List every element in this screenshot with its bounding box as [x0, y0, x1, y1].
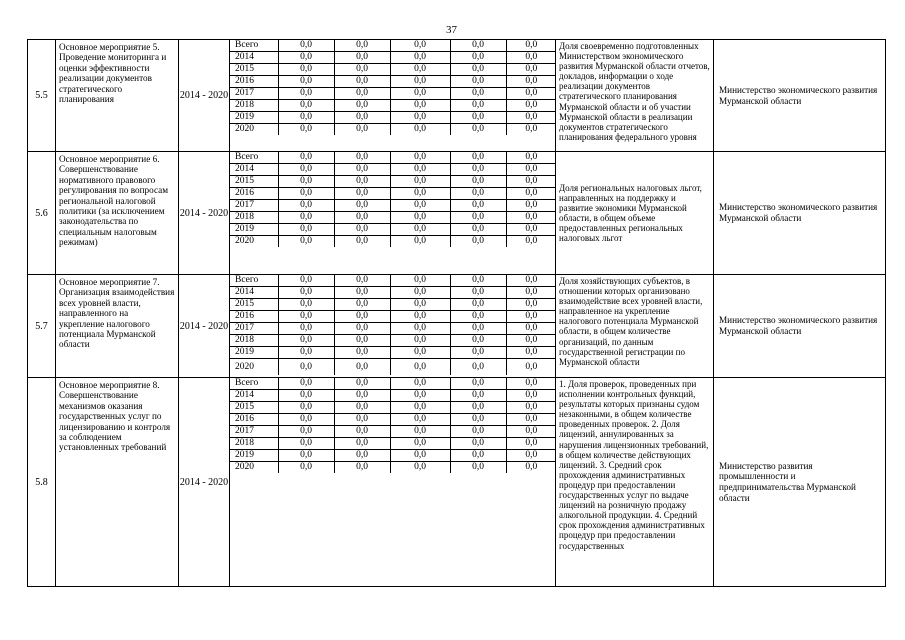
funding-value: 0,0: [334, 359, 390, 376]
funding-value: 0,0: [278, 124, 334, 136]
funding-value: 0,0: [506, 88, 556, 100]
funding-value: 0,0: [450, 40, 506, 52]
funding-value: 0,0: [390, 390, 450, 402]
funding-value: 0,0: [390, 224, 450, 236]
year-row: [230, 224, 556, 236]
year-label: 2020: [230, 124, 278, 136]
measure-row: [28, 275, 886, 378]
year-row: [230, 176, 556, 188]
funding-grid: [230, 275, 556, 378]
funding-value: 0,0: [450, 176, 506, 188]
funding-value: 0,0: [506, 76, 556, 88]
funding-value: 0,0: [334, 275, 390, 287]
year-row: [230, 311, 556, 323]
funding-value: 0,0: [506, 64, 556, 76]
year-row: [230, 359, 556, 376]
year-label: 2019: [230, 224, 278, 236]
funding-value: 0,0: [278, 236, 334, 248]
funding-value: 0,0: [506, 299, 556, 311]
funding-value: 0,0: [450, 287, 506, 299]
funding-value: 0,0: [506, 164, 556, 176]
funding-value: 0,0: [390, 52, 450, 64]
funding-value: 0,0: [278, 112, 334, 124]
measure-row: [28, 40, 886, 152]
funding-value: 0,0: [334, 402, 390, 414]
measure-number: 5.7: [28, 275, 56, 378]
funding-value: 0,0: [334, 212, 390, 224]
funding-value: 0,0: [278, 164, 334, 176]
responsible-executor: Министерство экономического развития Мурманской области: [714, 40, 886, 152]
funding-value: 0,0: [334, 40, 390, 52]
funding-value: 0,0: [278, 426, 334, 438]
funding-value: 0,0: [278, 200, 334, 212]
year-label: 2019: [230, 347, 278, 359]
funding-value: 0,0: [390, 40, 450, 52]
year-label: 2020: [230, 462, 278, 474]
funding-value: 0,0: [390, 76, 450, 88]
measure-period: 2014 - 2020: [179, 40, 230, 152]
year-label: 2015: [230, 402, 278, 414]
year-row: [230, 299, 556, 311]
funding-value: 0,0: [334, 450, 390, 462]
funding-grid: [230, 40, 556, 152]
result-indicator: Доля своевременно подготовленных Министерством экономического развития Мурманской области отчетов, докладов, информации о ходе реализации документов стратегического планирования Мурманской области и об участии Мурманской области в реализации документов стратегического планирования федерального уровня: [556, 40, 714, 152]
funding-value: 0,0: [334, 414, 390, 426]
year-row: [230, 188, 556, 200]
funding-value: 0,0: [390, 359, 450, 376]
funding-value: 0,0: [450, 438, 506, 450]
responsible-executor: Министерство развития промышленности и предпринимательства Мурманской области: [714, 378, 886, 587]
funding-value: 0,0: [450, 335, 506, 347]
funding-value: 0,0: [450, 76, 506, 88]
funding-value: 0,0: [278, 299, 334, 311]
funding-value: 0,0: [525, 124, 538, 134]
funding-value: 0,0: [334, 438, 390, 450]
funding-value: 0,0: [334, 52, 390, 64]
funding-value: 0,0: [334, 76, 390, 88]
year-row: [230, 124, 556, 136]
year-row: [230, 414, 556, 426]
funding-value: 0,0: [390, 438, 450, 450]
funding-value: 0,0: [334, 287, 390, 299]
funding-value: 0,0: [278, 275, 334, 287]
responsible-executor: Министерство экономического развития Мурманской области: [714, 275, 886, 378]
funding-value: 0,0: [334, 236, 390, 248]
funding-value: 0,0: [506, 438, 556, 450]
funding-value: 0,0: [506, 188, 556, 200]
year-label: 2017: [230, 323, 278, 335]
year-label: 2020: [230, 359, 278, 376]
funding-value: 0,0: [278, 359, 334, 376]
funding-value: 0,0: [278, 64, 334, 76]
year-row: [230, 200, 556, 212]
measure-name: Основное мероприятие 6. Совершенствование нормативного правового регулирования по вопросам региональной налоговой политики (за исключением законодательства по специальным налоговым режимам): [56, 152, 179, 275]
year-label: Всего: [230, 152, 278, 164]
funding-value: 0,0: [390, 287, 450, 299]
funding-value: 0,0: [506, 390, 556, 402]
year-label: 2014: [230, 52, 278, 64]
funding-value: 0,0: [390, 311, 450, 323]
year-row: [230, 152, 556, 164]
year-label: 2016: [230, 76, 278, 88]
funding-value: 0,0: [278, 212, 334, 224]
funding-value: 0,0: [278, 287, 334, 299]
funding-value: 0,0: [450, 100, 506, 112]
funding-value: 0,0: [506, 212, 556, 224]
funding-value: 0,0: [278, 438, 334, 450]
funding-value: 0,0: [390, 450, 450, 462]
funding-value: 0,0: [506, 414, 556, 426]
funding-value: 0,0: [506, 347, 556, 359]
funding-value: 0,0: [390, 124, 450, 136]
year-label: 2014: [230, 164, 278, 176]
funding-value: 0,0: [450, 124, 506, 136]
year-label: Всего: [230, 378, 278, 390]
funding-value: 0,0: [506, 402, 556, 414]
year-row: [230, 164, 556, 176]
funding-value: 0,0: [390, 335, 450, 347]
funding-value: 0,0: [450, 212, 506, 224]
funding-value: 0,0: [390, 299, 450, 311]
year-label: 2019: [230, 112, 278, 124]
funding-value: 0,0: [450, 224, 506, 236]
funding-grid: [230, 152, 556, 275]
funding-value: 0,0: [390, 164, 450, 176]
year-label: 2016: [230, 188, 278, 200]
funding-value: 0,0: [390, 200, 450, 212]
funding-value: 0,0: [278, 176, 334, 188]
funding-value: 0,0: [506, 52, 556, 64]
measure-row: [28, 152, 886, 275]
funding-value: 0,0: [278, 378, 334, 390]
funding-value: 0,0: [334, 152, 390, 164]
page-number: 37: [446, 24, 457, 36]
year-row: [230, 450, 556, 462]
funding-value: 0,0: [278, 52, 334, 64]
year-label: 2017: [230, 426, 278, 438]
funding-value: 0,0: [390, 275, 450, 287]
funding-value: 0,0: [334, 347, 390, 359]
year-label: 2017: [230, 200, 278, 212]
measure-number: 5.6: [28, 152, 56, 275]
funding-value: 0,0: [506, 335, 556, 347]
funding-value: 0,0: [278, 462, 334, 474]
year-label: 2015: [230, 299, 278, 311]
year-row: [230, 402, 556, 414]
funding-value: 0,0: [450, 378, 506, 390]
funding-value: 0,0: [450, 450, 506, 462]
funding-value: 0,0: [450, 323, 506, 335]
funding-value: 0,0: [334, 378, 390, 390]
year-row: [230, 52, 556, 64]
year-row: [230, 323, 556, 335]
funding-value: 0,0: [450, 462, 506, 474]
funding-value: 0,0: [450, 347, 506, 359]
funding-value: 0,0: [506, 176, 556, 188]
funding-value: 0,0: [334, 200, 390, 212]
funding-value: 0,0: [506, 152, 556, 164]
funding-value: 0,0: [390, 88, 450, 100]
year-label: 2017: [230, 88, 278, 100]
year-label: 2015: [230, 176, 278, 188]
funding-value: 0,0: [390, 212, 450, 224]
funding-value: 0,0: [334, 335, 390, 347]
funding-value: 0,0: [525, 462, 538, 472]
funding-value: 0,0: [390, 64, 450, 76]
funding-value: 0,0: [450, 275, 506, 287]
funding-value: 0,0: [450, 88, 506, 100]
funding-value: 0,0: [278, 450, 334, 462]
funding-value: 0,0: [334, 88, 390, 100]
funding-value: 0,0: [334, 462, 390, 474]
funding-value: 0,0: [278, 100, 334, 112]
year-row: [230, 438, 556, 450]
year-label: 2019: [230, 450, 278, 462]
funding-value: 0,0: [506, 200, 556, 212]
funding-value: 0,0: [334, 390, 390, 402]
funding-value: 0,0: [334, 176, 390, 188]
funding-value: 0,0: [450, 200, 506, 212]
funding-value: 0,0: [525, 362, 538, 372]
funding-value: 0,0: [390, 188, 450, 200]
funding-value: 0,0: [390, 347, 450, 359]
year-label: 2018: [230, 335, 278, 347]
year-label: 2020: [230, 236, 278, 248]
funding-value: 0,0: [390, 462, 450, 474]
year-label: Всего: [230, 275, 278, 287]
funding-value: 0,0: [278, 402, 334, 414]
funding-value: 0,0: [390, 112, 450, 124]
year-row: [230, 88, 556, 100]
funding-value: 0,0: [390, 402, 450, 414]
year-row: [230, 76, 556, 88]
funding-value: 0,0: [334, 188, 390, 200]
measure-number: 5.5: [28, 40, 56, 152]
funding-value: 0,0: [506, 426, 556, 438]
funding-value: 0,0: [390, 236, 450, 248]
year-row: [230, 287, 556, 299]
funding-value: 0,0: [506, 311, 556, 323]
funding-value: 0,0: [278, 88, 334, 100]
measure-name: Основное мероприятие 8. Совершенствование механизмов оказания государственных услуг по лицензированию и контроля за соблюдением установленных требований: [56, 378, 179, 587]
year-row: [230, 64, 556, 76]
funding-value: 0,0: [278, 188, 334, 200]
funding-value: 0,0: [506, 275, 556, 287]
year-label: 2015: [230, 64, 278, 76]
year-label: 2018: [230, 438, 278, 450]
funding-value: 0,0: [450, 311, 506, 323]
funding-value: 0,0: [450, 414, 506, 426]
funding-value: 0,0: [450, 359, 506, 376]
funding-value: 0,0: [506, 323, 556, 335]
funding-grid: [230, 378, 556, 587]
funding-value: 0,0: [334, 124, 390, 136]
funding-value: 0,0: [278, 390, 334, 402]
responsible-executor: Министерство экономического развития Мурманской области: [714, 152, 886, 275]
funding-value: 0,0: [334, 323, 390, 335]
funding-value: 0,0: [450, 52, 506, 64]
year-row: [230, 236, 556, 248]
funding-value: 0,0: [334, 311, 390, 323]
measure-period: 2014 - 2020: [179, 275, 230, 378]
result-indicator: 1. Доля проверок, проведенных при исполнении контрольных функций, результаты которых признаны судом незаконными, в общем количестве проведенных проверок. 2. Доля лицензий, аннулированных за нарушения лицензионных требований, в общем количестве действующих лицензий. 3. Средний срок прохождения административных процедур при предоставлении государственных услуг по выдаче лицензий на розничную продажу алкогольной продукции. 4. Средний срок прохождения административных процедур при предоставлении государственных: [556, 378, 714, 587]
funding-value: 0,0: [450, 236, 506, 248]
funding-value: 0,0: [390, 426, 450, 438]
result-indicator: Доля региональных налоговых льгот, направленных на поддержку и развитие экономики Мурманской области, в общем объеме предоставленных региональных налоговых льгот: [556, 152, 714, 275]
funding-value: 0,0: [278, 414, 334, 426]
measure-period: 2014 - 2020: [179, 152, 230, 275]
funding-value: 0,0: [506, 378, 556, 390]
funding-value: 0,0: [450, 152, 506, 164]
year-row: [230, 275, 556, 287]
funding-value: 0,0: [334, 112, 390, 124]
year-label: 2014: [230, 390, 278, 402]
year-row: [230, 378, 556, 390]
year-row: [230, 112, 556, 124]
funding-value: 0,0: [506, 450, 556, 462]
funding-value: 0,0: [334, 426, 390, 438]
funding-value: 0,0: [278, 40, 334, 52]
funding-value: 0,0: [506, 40, 556, 52]
funding-value: 0,0: [334, 64, 390, 76]
year-label: 2018: [230, 212, 278, 224]
funding-value: 0,0: [506, 100, 556, 112]
measure-number: 5.8: [28, 378, 56, 587]
year-row: [230, 100, 556, 112]
year-label: 2016: [230, 311, 278, 323]
funding-value: 0,0: [450, 390, 506, 402]
year-row: [230, 40, 556, 52]
measure-period: 2014 - 2020: [179, 378, 230, 587]
funding-value: 0,0: [390, 414, 450, 426]
year-row: [230, 426, 556, 438]
funding-value: 0,0: [525, 236, 538, 246]
year-label: 2014: [230, 287, 278, 299]
funding-value: 0,0: [450, 188, 506, 200]
funding-value: 0,0: [278, 224, 334, 236]
funding-value: 0,0: [390, 152, 450, 164]
year-label: Всего: [230, 40, 278, 52]
funding-value: 0,0: [450, 402, 506, 414]
funding-value: 0,0: [450, 426, 506, 438]
funding-value: 0,0: [506, 224, 556, 236]
measure-row: [28, 378, 886, 587]
funding-value: 0,0: [506, 112, 556, 124]
funding-value: 0,0: [334, 164, 390, 176]
year-row: [230, 390, 556, 402]
funding-value: 0,0: [450, 299, 506, 311]
funding-value: 0,0: [390, 100, 450, 112]
year-row: [230, 212, 556, 224]
funding-value: 0,0: [278, 152, 334, 164]
funding-value: 0,0: [278, 323, 334, 335]
funding-value: 0,0: [334, 299, 390, 311]
result-indicator: Доля хозяйствующих субъектов, в отношении которых организовано взаимодействие всех уровней власти, направленное на укрепление налогового потенциала Мурманской области, в общем количестве организаций, по данным государственной регистрации по Мурманской области: [556, 275, 714, 378]
year-row: [230, 347, 556, 359]
funding-value: 0,0: [390, 176, 450, 188]
funding-value: 0,0: [278, 76, 334, 88]
measure-name: Основное мероприятие 7. Организация взаимодействия всех уровней власти, направленного на укрепление налогового потенциала Мурманской области: [56, 275, 179, 378]
funding-value: 0,0: [390, 323, 450, 335]
funding-value: 0,0: [334, 224, 390, 236]
measure-name: Основное мероприятие 5. Проведение мониторинга и оценки эффективности реализации документов стратегического планирования: [56, 40, 179, 152]
program-table: [27, 39, 886, 587]
funding-value: 0,0: [450, 64, 506, 76]
funding-value: 0,0: [506, 287, 556, 299]
funding-value: 0,0: [450, 164, 506, 176]
funding-value: 0,0: [334, 100, 390, 112]
funding-value: 0,0: [390, 378, 450, 390]
year-label: 2016: [230, 414, 278, 426]
year-row: [230, 335, 556, 347]
funding-value: 0,0: [278, 311, 334, 323]
funding-value: 0,0: [278, 347, 334, 359]
year-row: [230, 462, 556, 474]
funding-value: 0,0: [278, 335, 334, 347]
funding-value: 0,0: [450, 112, 506, 124]
year-label: 2018: [230, 100, 278, 112]
